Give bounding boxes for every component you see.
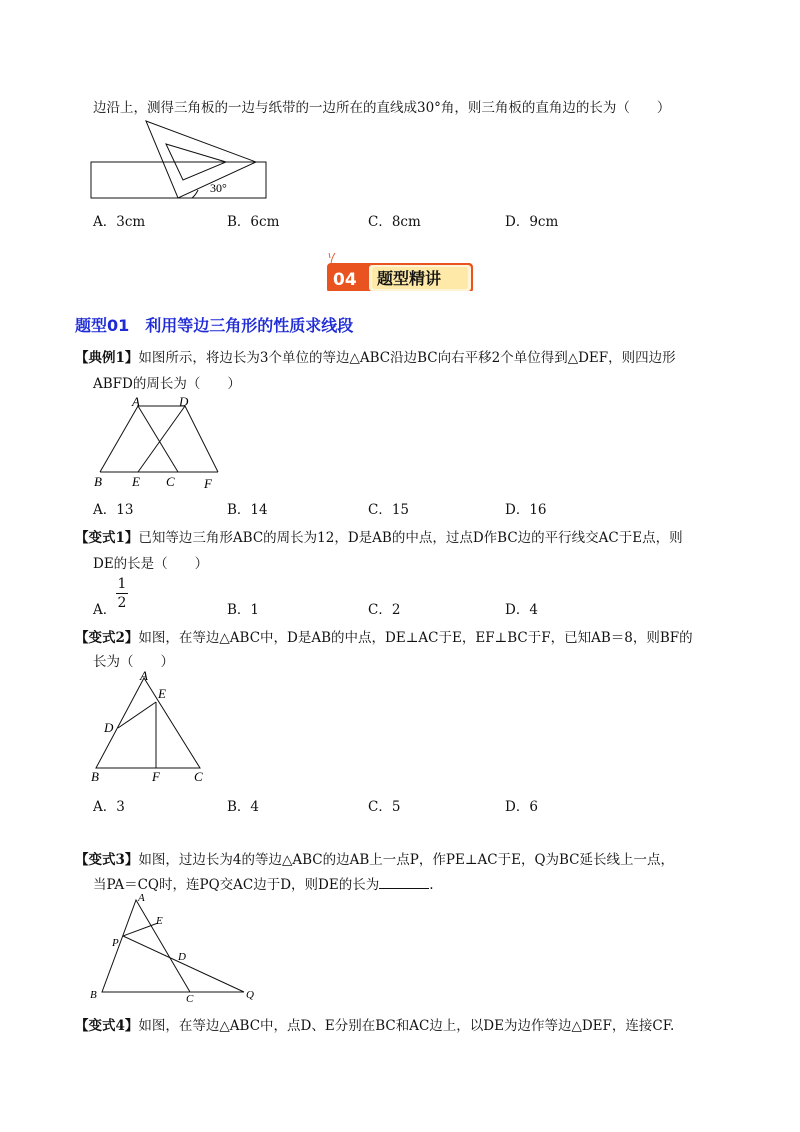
variant-tag: 【变式3】 [75, 852, 139, 868]
label-d: D [179, 394, 189, 409]
question-text: 边沿上，测得三角板的一边与纸带的一边所在的直线成30°角，则三角板的直角边的长为（ ） [93, 100, 671, 116]
option-c[interactable]: C．2 [368, 602, 401, 618]
label-a: A [140, 668, 148, 683]
option-b[interactable]: B．1 [227, 602, 260, 618]
period: . [429, 877, 434, 893]
variant-2-line2: 长为（ ） [93, 654, 174, 670]
option-d[interactable]: D．16 [505, 502, 547, 518]
example-1-line2: ABFD的周长为（ ） [93, 376, 241, 392]
variant-1-text: 已知等边三角形ABC的周长为12，D是AB的中点，过点D作BC边的平行线交AC于E点，则 [138, 530, 683, 546]
option-b[interactable]: B．4 [227, 799, 260, 815]
label-b: B [94, 474, 102, 489]
variant-3-line2 [93, 873, 434, 893]
fraction-bar [116, 593, 128, 594]
variant-3-text: 如图，过边长为4的等边△ABC的边AB上一点P，作PE⊥AC于E，Q为BC延长线上一点， [138, 852, 675, 868]
option-b[interactable]: B．6cm [227, 214, 280, 230]
label-c: C [194, 769, 203, 784]
variant-3-text-2: 当PA＝CQ时，连PQ交AC边于D，则DE的长为 [93, 877, 380, 893]
variant-4-text: 如图，在等边△ABC中，点D、E分别在BC和AC边上，以DE为边作等边△DEF，连接CF. [138, 1018, 675, 1034]
translated-triangles-figure [90, 394, 230, 490]
label-b: B [90, 989, 97, 1001]
angle-label: 30° [210, 181, 227, 195]
label-b: B [91, 769, 99, 784]
label-f: F [152, 769, 160, 784]
option-d[interactable]: D．6 [505, 799, 538, 815]
option-d[interactable]: D．9cm [505, 214, 559, 230]
label-e: E [132, 474, 140, 489]
fraction-denominator: 2 [117, 595, 127, 611]
variant-tag: 【变式2】 [75, 630, 139, 646]
variant-3-line1 [75, 848, 674, 868]
label-c: C [186, 993, 194, 1004]
option-a[interactable]: A．3cm [93, 214, 146, 230]
label-p: P [112, 937, 119, 949]
option-c[interactable]: C．5 [368, 799, 401, 815]
section-title: 题型01 利用等边三角形的性质求线段 [75, 316, 354, 335]
triangle-ruler-figure [88, 118, 273, 204]
variant-2-text: 如图，在等边△ABC中，D是AB的中点，DE⊥AC于E，EF⊥BC于F，已知AB＝8，则BF的 [138, 630, 693, 646]
variant-2-line1 [75, 626, 693, 646]
option-c[interactable]: C．8cm [368, 214, 421, 230]
pq-intersection-figure [86, 892, 266, 1004]
option-a[interactable]: A．13 [93, 502, 134, 518]
equilateral-perpendiculars-figure [88, 668, 218, 784]
badge-number: 04 [333, 270, 357, 290]
option-b[interactable]: B．14 [227, 502, 268, 518]
variant-4-line1 [75, 1014, 674, 1034]
variant-tag: 【变式4】 [75, 1018, 139, 1034]
example-1-line1 [75, 346, 676, 366]
option-c[interactable]: C．15 [368, 502, 410, 518]
example-1-text: 如图所示，将边长为3个单位的等边△ABC沿边BC向右平移2个单位得到△DEF，则四边形 [138, 350, 676, 366]
label-c: C [166, 474, 175, 489]
label-f: F [204, 476, 212, 490]
label-a: A [138, 892, 145, 904]
section-badge [325, 253, 475, 291]
fraction-numerator: 1 [117, 576, 127, 592]
option-a[interactable]: A．3 [93, 799, 125, 815]
variant-1-line2: DE的长是（ ） [93, 556, 209, 572]
label-d: D [104, 720, 114, 735]
example-tag: 【典例1】 [75, 350, 139, 366]
label-q: Q [246, 989, 254, 1001]
variant-1-line1 [75, 526, 683, 546]
answer-blank[interactable] [379, 877, 429, 889]
label-e: E [158, 686, 166, 701]
label-e: E [156, 915, 163, 927]
variant-tag: 【变式1】 [75, 530, 139, 546]
option-d[interactable]: D．4 [505, 602, 538, 618]
fraction-one-half [116, 576, 128, 611]
label-d: D [178, 951, 186, 963]
option-a[interactable]: A． [93, 602, 117, 618]
label-a: A [132, 394, 140, 409]
badge-title: 题型精讲 [377, 269, 442, 288]
